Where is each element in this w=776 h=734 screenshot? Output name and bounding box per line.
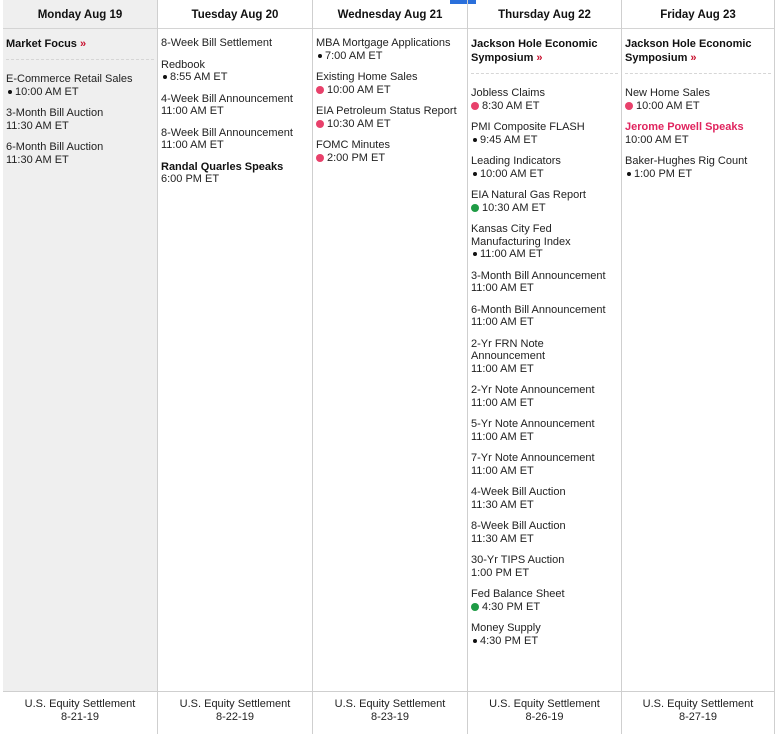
calendar-event[interactable]	[471, 87, 618, 112]
settlement-cell-monday	[3, 692, 157, 734]
event-time: 1:00 PM ET	[471, 566, 530, 579]
event-time-row	[471, 397, 618, 410]
event-time: 11:00 AM ET	[471, 430, 534, 443]
settlement-label: U.S. Equity Settlement	[642, 698, 754, 710]
day-header: Thursday Aug 22	[468, 0, 621, 29]
event-title: PMI Composite FLASH	[471, 121, 585, 133]
event-time-row	[316, 118, 464, 131]
calendar-event[interactable]	[316, 105, 464, 130]
black-importance-dot-icon	[473, 138, 477, 142]
event-time: 10:00 AM ET	[480, 167, 544, 180]
event-title: Jerome Powell Speaks	[625, 121, 744, 133]
event-time: 11:00 AM ET	[161, 105, 224, 117]
event-time: 9:45 AM ET	[480, 133, 538, 146]
event-title: 6-Month Bill Auction	[6, 141, 104, 153]
day-events	[468, 29, 621, 647]
calendar-event[interactable]	[471, 520, 618, 545]
event-time-row	[471, 316, 618, 329]
day-column-wednesday	[312, 0, 467, 692]
feature-event-title: Jackson Hole Economic Symposium	[625, 38, 752, 64]
event-time: 11:00 AM ET	[471, 464, 534, 477]
event-time-row	[471, 282, 618, 295]
event-time: 10:30 AM ET	[482, 201, 546, 214]
calendar-event[interactable]	[161, 161, 309, 186]
settlement-label: U.S. Equity Settlement	[179, 698, 291, 710]
event-time-row	[6, 86, 154, 99]
event-time-row	[316, 50, 464, 63]
event-title: Baker-Hughes Rig Count	[625, 155, 748, 167]
event-time: 11:00 AM ET	[480, 248, 543, 260]
calendar-event[interactable]	[471, 304, 618, 329]
event-time: 11:30 AM ET	[471, 532, 534, 545]
day-header: Friday Aug 23	[622, 0, 774, 29]
settlement-date: 8-26-19	[525, 711, 564, 723]
calendar-event[interactable]	[316, 37, 464, 62]
event-title: Existing Home Sales	[316, 71, 418, 83]
calendar-event[interactable]	[471, 338, 618, 376]
event-title: Leading Indicators	[471, 155, 561, 167]
event-time-row	[471, 567, 618, 580]
pink-importance-dot-icon	[471, 102, 479, 110]
settlement-date: 8-21-19	[61, 711, 99, 723]
event-time: 11:30 AM ET	[6, 153, 69, 166]
calendar-event[interactable]	[471, 189, 618, 214]
double-chevron-right-icon: »	[536, 52, 543, 64]
event-time-row	[471, 635, 618, 648]
event-time: 11:30 AM ET	[6, 119, 69, 132]
day-header: Monday Aug 19	[3, 0, 157, 29]
event-time-row	[625, 100, 771, 113]
settlement-cell-wednesday	[312, 692, 467, 734]
event-title: 3-Month Bill Auction	[6, 107, 104, 119]
day-events	[158, 29, 312, 186]
event-time-row	[161, 173, 309, 186]
event-title: Redbook	[161, 58, 206, 71]
event-time-row	[6, 154, 154, 167]
event-time: 11:00 AM ET	[471, 282, 534, 294]
pink-importance-dot-icon	[625, 102, 633, 110]
event-time-row	[161, 139, 309, 152]
black-importance-dot-icon	[8, 90, 12, 94]
calendar-event[interactable]	[471, 121, 618, 146]
event-title: 5-Yr Note Announcement	[471, 418, 595, 430]
calendar-event[interactable]	[625, 121, 771, 146]
event-time-row	[161, 71, 309, 84]
double-chevron-right-icon: »	[79, 38, 87, 50]
event-title: Money Supply	[471, 622, 541, 634]
day-header: Tuesday Aug 20	[158, 0, 312, 29]
calendar-event[interactable]	[6, 107, 154, 132]
event-title: E-Commerce Retail Sales	[6, 73, 133, 85]
event-time: 1:00 PM ET	[634, 167, 693, 180]
event-time: 11:00 AM ET	[161, 139, 224, 151]
settlement-date: 8-22-19	[216, 711, 254, 723]
event-time-row	[471, 533, 618, 546]
event-time-row	[316, 152, 464, 165]
event-time: 11:30 AM ET	[471, 498, 534, 511]
calendar-event[interactable]	[471, 155, 618, 180]
event-time-row	[471, 601, 618, 614]
event-time-row	[471, 134, 618, 147]
calendar-event[interactable]	[471, 622, 618, 647]
event-time-row	[471, 431, 618, 444]
event-title: Fed Balance Sheet	[471, 588, 565, 600]
event-time: 11:00 AM ET	[471, 316, 534, 328]
feature-event-link[interactable]	[625, 37, 771, 74]
calendar-event[interactable]	[161, 37, 309, 50]
event-time-row	[316, 84, 464, 97]
economic-calendar-grid	[3, 0, 775, 733]
event-title: 8-Week Bill Announcement	[161, 126, 293, 139]
black-importance-dot-icon	[163, 75, 167, 79]
day-column-friday	[621, 0, 775, 692]
event-time: 8:55 AM ET	[170, 71, 228, 83]
event-time: 10:00 AM ET	[327, 83, 391, 96]
event-time: 11:00 AM ET	[471, 362, 534, 375]
event-time: 4:30 PM ET	[482, 600, 541, 613]
event-title: 3-Month Bill Announcement	[471, 269, 606, 282]
event-title: 6-Month Bill Announcement	[471, 303, 606, 316]
event-time-row	[471, 465, 618, 478]
event-time-row	[625, 168, 771, 181]
pink-importance-dot-icon	[316, 86, 324, 94]
event-time-row	[161, 105, 309, 118]
calendar-event[interactable]	[471, 452, 618, 477]
event-time-row	[471, 100, 618, 113]
event-time: 10:00 AM ET	[15, 85, 79, 98]
black-importance-dot-icon	[473, 172, 477, 176]
event-time: 10:00 AM ET	[636, 99, 700, 112]
calendar-event[interactable]	[161, 59, 309, 84]
event-time: 8:30 AM ET	[482, 99, 540, 112]
calendar-event[interactable]	[471, 418, 618, 443]
event-time: 10:00 AM ET	[625, 133, 689, 146]
event-time: 10:30 AM ET	[327, 117, 391, 130]
day-column-tuesday	[157, 0, 312, 692]
event-title: 2-Yr Note Announcement	[471, 384, 595, 396]
event-time-row	[625, 134, 771, 147]
calendar-event[interactable]	[471, 588, 618, 613]
feature-event-link[interactable]	[6, 37, 154, 60]
calendar-event[interactable]	[316, 71, 464, 96]
settlement-footer-row	[3, 691, 775, 734]
calendar-event[interactable]	[161, 127, 309, 152]
feature-event-title: Market Focus	[6, 38, 77, 50]
event-time: 7:00 AM ET	[325, 49, 383, 62]
event-time-row	[471, 499, 618, 512]
event-time-row	[471, 248, 618, 261]
calendar-event[interactable]	[471, 554, 618, 579]
event-time: 4:30 PM ET	[480, 634, 539, 647]
green-importance-dot-icon	[471, 204, 479, 212]
settlement-label: U.S. Equity Settlement	[489, 698, 600, 710]
event-title: 30-Yr TIPS Auction	[471, 554, 565, 566]
double-chevron-right-icon: »	[690, 52, 697, 64]
feature-event-link[interactable]	[471, 37, 618, 74]
pink-importance-dot-icon	[316, 120, 324, 128]
day-events	[313, 29, 467, 164]
event-title: New Home Sales	[625, 87, 710, 99]
event-time-row	[471, 168, 618, 181]
event-title: 4-Week Bill Announcement	[161, 92, 293, 105]
settlement-cell-friday	[621, 692, 775, 734]
day-header: Wednesday Aug 21	[313, 0, 467, 29]
event-title: 2-Yr FRN Note Announcement	[471, 337, 545, 362]
black-importance-dot-icon	[473, 639, 477, 643]
calendar-event[interactable]	[471, 270, 618, 295]
calendar-event[interactable]	[625, 87, 771, 112]
calendar-event[interactable]	[471, 486, 618, 511]
event-time: 6:00 PM ET	[161, 173, 220, 185]
event-title: Jobless Claims	[471, 87, 545, 99]
calendar-event[interactable]	[6, 141, 154, 166]
settlement-label: U.S. Equity Settlement	[24, 698, 136, 710]
calendar-event[interactable]	[471, 223, 618, 261]
settlement-label: U.S. Equity Settlement	[334, 698, 446, 710]
day-events	[3, 29, 157, 166]
calendar-event[interactable]	[471, 384, 618, 409]
calendar-event[interactable]	[625, 155, 771, 180]
event-title: EIA Petroleum Status Report	[316, 105, 457, 117]
feature-event-title: Jackson Hole Economic Symposium	[471, 38, 598, 64]
settlement-cell-tuesday	[157, 692, 312, 734]
settlement-cell-thursday	[467, 692, 621, 734]
day-column-thursday	[467, 0, 621, 692]
event-title: 4-Week Bill Auction	[471, 486, 566, 498]
event-time: 11:00 AM ET	[471, 396, 534, 409]
day-events	[622, 29, 774, 180]
black-importance-dot-icon	[627, 172, 631, 176]
settlement-date: 8-23-19	[371, 711, 409, 723]
calendar-event[interactable]	[161, 93, 309, 118]
calendar-event[interactable]	[316, 139, 464, 164]
event-time: 2:00 PM ET	[327, 151, 386, 164]
pink-importance-dot-icon	[316, 154, 324, 162]
green-importance-dot-icon	[471, 603, 479, 611]
day-column-monday	[3, 0, 157, 692]
black-importance-dot-icon	[318, 54, 322, 58]
event-title: 7-Yr Note Announcement	[471, 452, 595, 464]
settlement-date: 8-27-19	[679, 711, 717, 723]
black-importance-dot-icon	[473, 252, 477, 256]
event-title: MBA Mortgage Applications	[316, 37, 451, 49]
event-title: 8-Week Bill Settlement	[161, 37, 273, 49]
event-title: EIA Natural Gas Report	[471, 189, 586, 201]
event-title: 8-Week Bill Auction	[471, 520, 566, 532]
event-title: Randal Quarles Speaks	[161, 160, 284, 173]
calendar-event[interactable]	[6, 73, 154, 98]
event-title: FOMC Minutes	[316, 139, 390, 151]
event-title: Kansas City Fed Manufacturing Index	[471, 223, 571, 248]
event-time-row	[471, 363, 618, 376]
event-time-row	[6, 120, 154, 133]
event-time-row	[471, 202, 618, 215]
